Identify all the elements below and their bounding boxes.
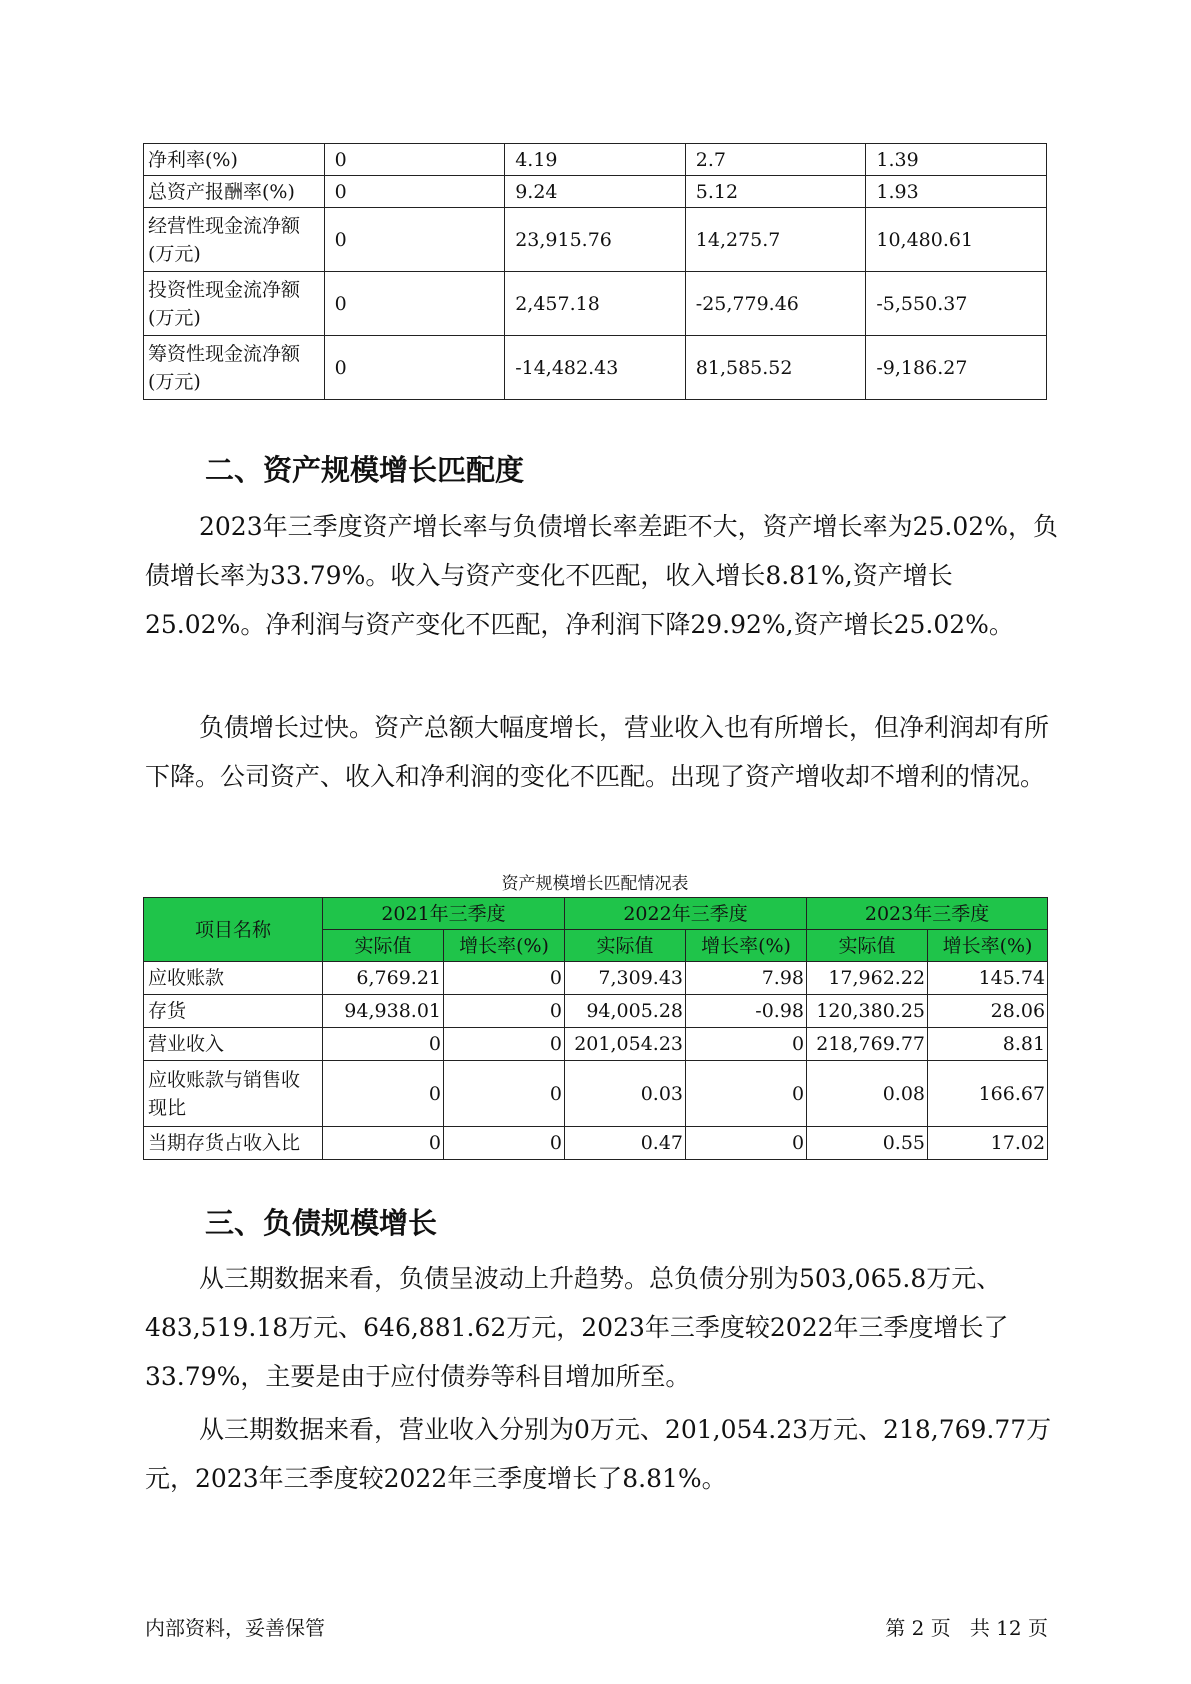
page-number: 第 2 页 共 12 页: [885, 1616, 1048, 1640]
table-row: [144, 1127, 1048, 1160]
cell: 6,769.21: [323, 962, 444, 995]
cell: 0: [324, 336, 505, 400]
cell: 4.19: [505, 144, 686, 176]
row-label: 营业收入: [144, 1028, 323, 1061]
cell: 0: [323, 1028, 444, 1061]
cell: 0.47: [565, 1127, 686, 1160]
table-row: [144, 208, 1047, 272]
cell: 0: [323, 1061, 444, 1127]
period-header: 2021年三季度: [323, 898, 565, 930]
cell: 94,938.01: [323, 995, 444, 1028]
cell: 8.81: [928, 1028, 1048, 1061]
actual-header: 实际值: [565, 930, 686, 962]
cell: 0.08: [807, 1061, 928, 1127]
indicator-table: [143, 143, 1047, 400]
cell: 1.39: [866, 144, 1047, 176]
cell: 0: [324, 144, 505, 176]
cell: 145.74: [928, 962, 1048, 995]
paragraph: 从三期数据来看，营业收入分别为0万元、201,054.23万元、218,769.77万元，2023年三季度较2022年三季度增长了8.81%。: [145, 1415, 1052, 1493]
cell: 17.02: [928, 1127, 1048, 1160]
period-header: 2023年三季度: [807, 898, 1048, 930]
header-row: [144, 898, 1048, 930]
cell: 94,005.28: [565, 995, 686, 1028]
cell: 5.12: [685, 176, 866, 208]
cell: -9,186.27: [866, 336, 1047, 400]
cell: 0: [686, 1127, 807, 1160]
cell: 2.7: [685, 144, 866, 176]
cell: 0: [444, 1028, 565, 1061]
cell: 28.06: [928, 995, 1048, 1028]
table-caption: 资产规模增长匹配情况表: [501, 874, 689, 894]
table-row: [144, 176, 1047, 208]
cell: 0: [324, 208, 505, 272]
cell: 120,380.25: [807, 995, 928, 1028]
cell: 0: [686, 1028, 807, 1061]
cell: -0.98: [686, 995, 807, 1028]
cell: 0: [686, 1061, 807, 1127]
cell: 7,309.43: [565, 962, 686, 995]
row-label: 筹资性现金流净额(万元): [144, 336, 325, 400]
cell: 0: [444, 995, 565, 1028]
row-label: 经营性现金流净额(万元): [144, 208, 325, 272]
row-label: 总资产报酬率(%): [144, 176, 325, 208]
row-label: 净利率(%): [144, 144, 325, 176]
paragraph: 2023年三季度资产增长率与负债增长率差距不大，资产增长率为25.02%，负债增长率为33.79%。收入与资产变化不匹配，收入增长8.81%,资产增长25.02%。净利润与资产变化不匹配，净利润下降29.92%,资产增长25.02%。: [145, 512, 1058, 639]
cell: 218,769.77: [807, 1028, 928, 1061]
footer-confidential-note: 内部资料，妥善保管: [145, 1616, 325, 1640]
item-name-header: 项目名称: [144, 898, 323, 962]
table-row: [144, 962, 1048, 995]
cell: 0: [444, 1061, 565, 1127]
section-heading: 二、资产规模增长匹配度: [205, 453, 525, 487]
row-label: 投资性现金流净额(万元): [144, 272, 325, 336]
cell: 201,054.23: [565, 1028, 686, 1061]
row-label: 应收账款: [144, 962, 323, 995]
period-header: 2022年三季度: [565, 898, 807, 930]
cell: 7.98: [686, 962, 807, 995]
cell: 10,480.61: [866, 208, 1047, 272]
cell: 9.24: [505, 176, 686, 208]
cell: 81,585.52: [685, 336, 866, 400]
cell: 0: [324, 176, 505, 208]
table-row: [144, 336, 1047, 400]
row-label: 存货: [144, 995, 323, 1028]
asset-match-table: [143, 897, 1048, 1160]
cell: 0: [444, 962, 565, 995]
cell: 1.93: [866, 176, 1047, 208]
cell: 166.67: [928, 1061, 1048, 1127]
growth-header: 增长率(%): [928, 930, 1048, 962]
cell: 14,275.7: [685, 208, 866, 272]
cell: 0: [324, 272, 505, 336]
cell: -25,779.46: [685, 272, 866, 336]
growth-header: 增长率(%): [686, 930, 807, 962]
table-row: [144, 1061, 1048, 1127]
row-label: 应收账款与销售收现比: [144, 1061, 323, 1127]
growth-header: 增长率(%): [444, 930, 565, 962]
cell: -14,482.43: [505, 336, 686, 400]
row-label: 当期存货占收入比: [144, 1127, 323, 1160]
actual-header: 实际值: [323, 930, 444, 962]
table-row: [144, 1028, 1048, 1061]
cell: 0.03: [565, 1061, 686, 1127]
section-heading: 三、负债规模增长: [205, 1206, 438, 1240]
paragraph: 从三期数据来看，负债呈波动上升趋势。总负债分别为503,065.8万元、483,519.18万元、646,881.62万元，2023年三季度较2022年三季度增长了33.79%，主要是由于应付债券等科目增加所至。: [145, 1264, 1009, 1391]
actual-header: 实际值: [807, 930, 928, 962]
table-row: [144, 995, 1048, 1028]
cell: 0: [323, 1127, 444, 1160]
cell: -5,550.37: [866, 272, 1047, 336]
cell: 0: [444, 1127, 565, 1160]
table-row: [144, 272, 1047, 336]
cell: 2,457.18: [505, 272, 686, 336]
cell: 17,962.22: [807, 962, 928, 995]
table-row: [144, 144, 1047, 176]
cell: 23,915.76: [505, 208, 686, 272]
cell: 0.55: [807, 1127, 928, 1160]
paragraph: 负债增长过快。资产总额大幅度增长，营业收入也有所增长，但净利润却有所下降。公司资产、收入和净利润的变化不匹配。出现了资产增收却不增利的情况。: [145, 713, 1050, 791]
